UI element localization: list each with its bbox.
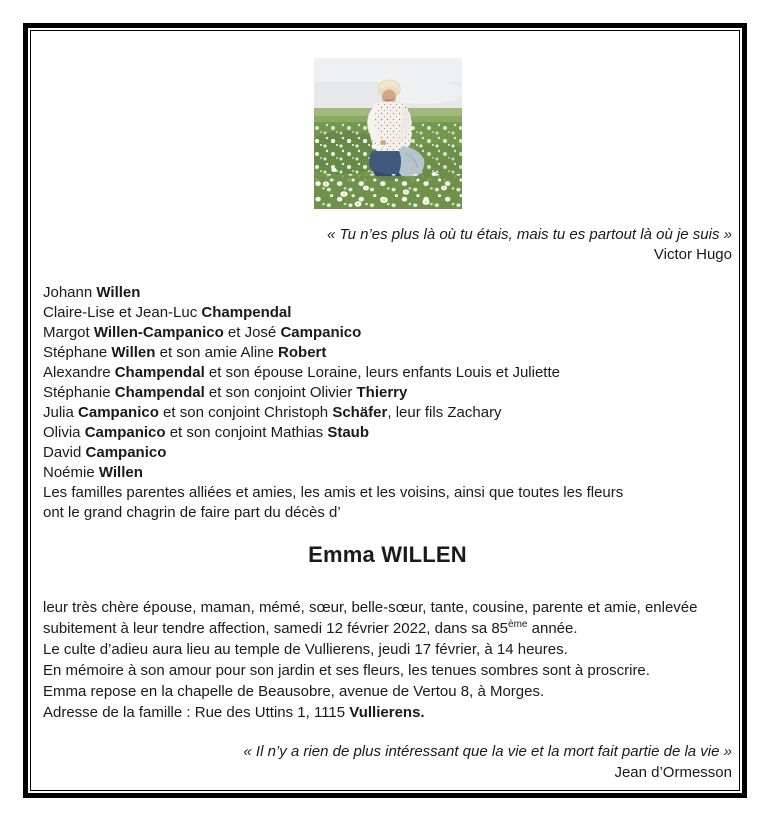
family-list: [43, 283, 732, 523]
photo-container: [43, 58, 732, 209]
family-line: Claire-Lise et Jean-Luc Champendal: [43, 304, 292, 321]
announcement-body: [43, 597, 732, 723]
body-line: En mémoire à son amour pour son jardin et ses fleurs, les tenues sombres sont à proscrire.: [43, 662, 650, 679]
body-line: Adresse de la famille : Rue des Uttins 1, 1115 Vullierens.: [43, 704, 425, 721]
portrait-photo: [314, 58, 462, 209]
closing-quote: [43, 741, 732, 783]
opening-quote: [43, 225, 732, 265]
opening-quote-text: « Tu n’es plus là où tu étais, mais tu es partout là où je suis »: [327, 226, 732, 243]
body-line: subitement à leur tendre affection, samedi 12 février 2022, dans sa 85ème année.: [43, 619, 578, 637]
family-line: Julia Campanico et son conjoint Christoph Schäfer, leur fils Zachary: [43, 404, 502, 421]
family-line: Les familles parentes alliées et amies, les amis et les voisins, ainsi que toutes les fleurs: [43, 484, 624, 501]
family-line: ont le grand chagrin de faire part du décès d’: [43, 504, 341, 521]
family-line: Margot Willen-Campanico et José Campanico: [43, 324, 362, 341]
family-line: Noémie Willen: [43, 464, 143, 481]
deceased-name: Emma WILLEN: [308, 542, 467, 567]
body-line: Emma repose en la chapelle de Beausobre, avenue de Vertou 8, à Morges.: [43, 683, 545, 700]
closing-quote-author: Jean d’Ormesson: [614, 764, 732, 781]
family-line: Stéphane Willen et son amie Aline Robert: [43, 344, 327, 361]
family-line: Stéphanie Champendal et son conjoint Olivier Thierry: [43, 384, 408, 401]
opening-quote-author: Victor Hugo: [653, 246, 732, 263]
family-line: Olivia Campanico et son conjoint Mathias Staub: [43, 424, 369, 441]
inner-border: [30, 30, 740, 791]
family-line: David Campanico: [43, 444, 167, 461]
announcement-content: [31, 31, 739, 790]
family-line: Johann Willen: [43, 284, 141, 301]
body-line: Le culte d’adieu aura lieu au temple de Vullierens, jeudi 17 février, à 14 heures.: [43, 641, 568, 658]
closing-quote-text: « Il n’y a rien de plus intéressant que la vie et la mort fait partie de la vie »: [243, 743, 732, 760]
family-line: Alexandre Champendal et son épouse Loraine, leurs enfants Louis et Juliette: [43, 364, 560, 381]
page-border: [23, 23, 747, 798]
body-line: leur très chère épouse, maman, mémé, sœur, belle-sœur, tante, cousine, parente et amie, enlevée: [43, 599, 698, 616]
